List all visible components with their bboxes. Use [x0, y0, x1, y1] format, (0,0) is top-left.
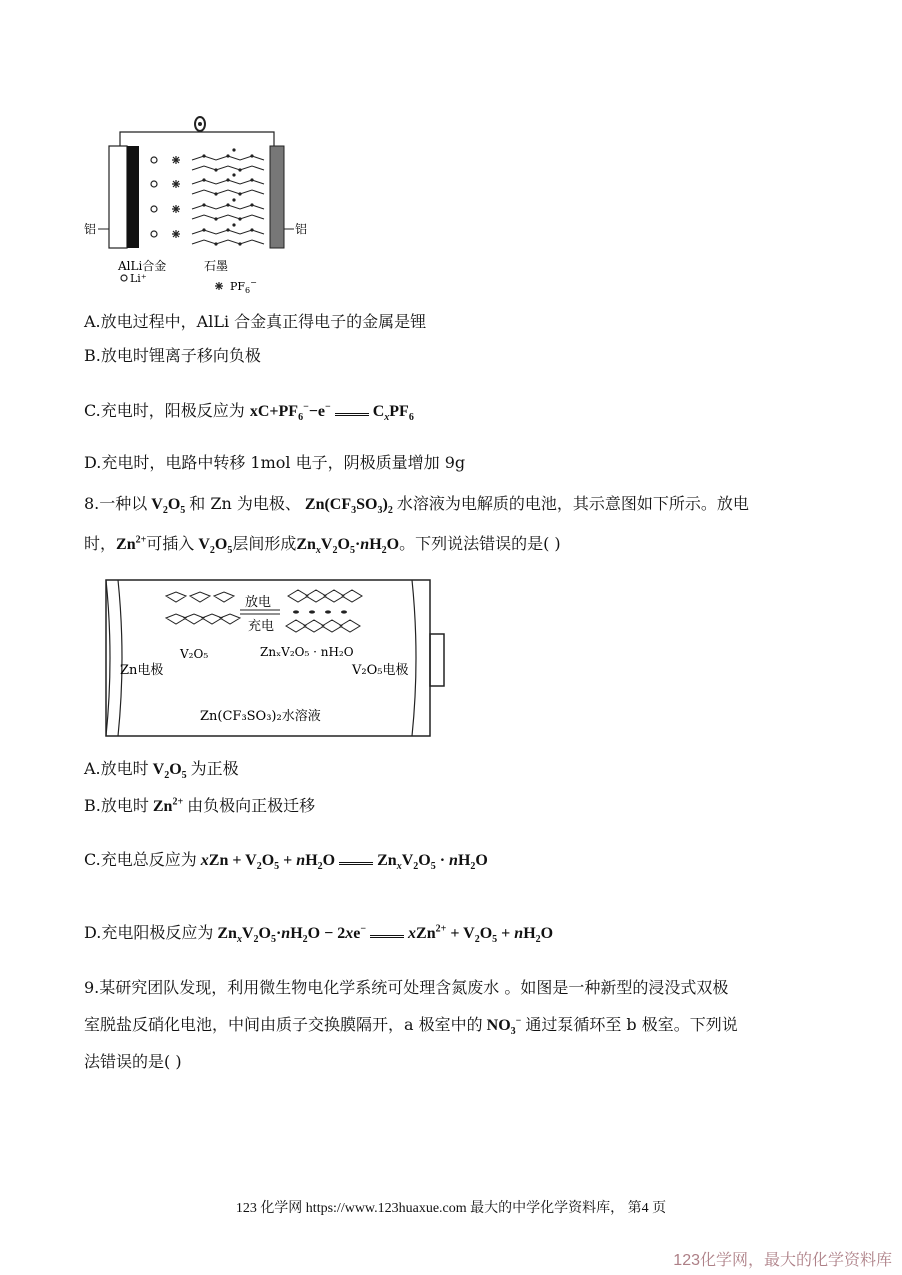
fig2-charge: 充电 [248, 619, 275, 634]
q8-stem-line2: 时，$Zn^{2+}$可插入 $V_2O_5$层间形成$Zn_xV_2O_5\cdot nH_2O$。下列说法错误的是( ) [84, 534, 561, 557]
fig2-discharge: 放电 [245, 595, 272, 610]
q8-option-c: C.充电总反应为 xZn + $V_2O_5 + nH_2O$ $Zn_xV_2O_5 \cdot nH_2O$ [84, 850, 488, 873]
q8-option-b: B.放电时 $Zn^{2+}$ 由负极向正极迁移 [84, 796, 316, 815]
fig2-v2o5-electrode: V₂O₅电极 [352, 663, 409, 678]
q8-stem-line1: 8.一种以 $V_2O_5$ 和 Zn 为电极、 $Zn(CF_3SO_3)_2$ 水溶液为电解质的电池，其示意图如下所示。放电 [84, 494, 749, 517]
fig2-zn-electrode: Zn电极 [120, 663, 164, 678]
q8-option-a: A.放电时 $V_2O_5$ 为正极 [84, 759, 239, 782]
fig1-label-alli: AlLi合金 [118, 259, 167, 273]
fig2-v2o5: V₂O₅ [180, 647, 209, 661]
q7-option-a: A.放电过程中，AlLi 合金真正得电子的金属是锂 [84, 312, 427, 331]
q9-stem-line1: 9.某研究团队发现，利用微生物电化学系统可处理含氮废水 。如图是一种新型的浸没式双极 [84, 978, 729, 997]
fig1-label-pf6: PF [230, 280, 246, 293]
fig2-znx: ZnₓV₂O₅ · nH₂O [260, 645, 354, 659]
fig1-label-al-left: 铝 [84, 222, 97, 236]
page-footer: 123 化学网 https://www.123huaxue.com 最大的中学化学资料库， 第4 页 [235, 1201, 667, 1216]
fig1-label-al-right: 铝 [295, 222, 308, 236]
svg-text:PF6−: $PF_6^-$ [230, 278, 257, 295]
battery-diagram-1 [84, 112, 314, 302]
q9-stem-line3: 法错误的是( ) [84, 1052, 182, 1071]
fig1-label-li: Li⁺ [130, 272, 147, 285]
watermark: 123化学网，最大的化学资料库 [673, 1252, 892, 1269]
battery-diagram-2 [100, 576, 450, 740]
fig2-solution: Zn(CF₃SO₃)₂水溶液 [200, 709, 321, 724]
q9-stem-line2: 室脱盐反硝化电池，中间由质子交换膜隔开，a 极室中的 $NO_3^-$ 通过泵循环至 b 极室。下列说 [84, 1015, 738, 1038]
q7-option-b: B.放电时锂离子移向负极 [84, 346, 261, 365]
q8-option-d: D.充电阳极反应为 $Zn_xV_2O_5\cdot nH_2O - 2xe^-$ $xZn^{2+} + V_2O_5 + nH_2O$ [84, 923, 554, 946]
q7-option-d: D.充电时，电路中转移 1mol 电子，阴极质量增加 9g [84, 453, 466, 472]
fig1-label-graphite: 石墨 [204, 259, 229, 273]
q7-option-c: C.充电时，阳极反应为 $xC+PF_6^--e^-$ $C_xPF_6$ [84, 401, 414, 424]
